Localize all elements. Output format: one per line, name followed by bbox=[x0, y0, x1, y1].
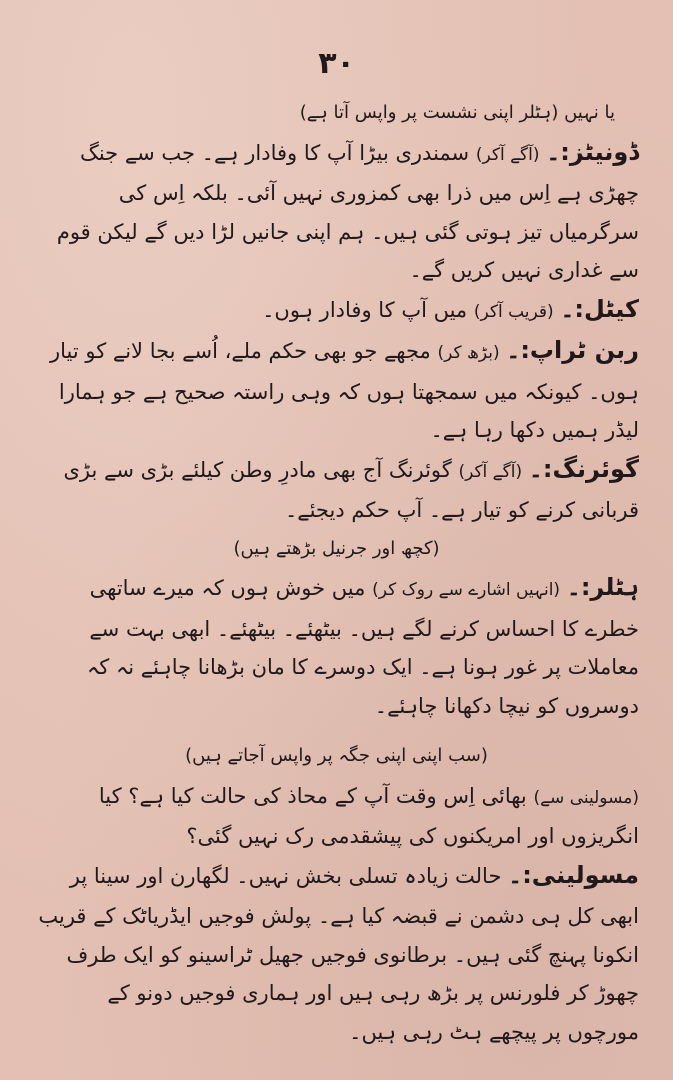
speaker-name: کیٹل:۔ bbox=[560, 294, 639, 323]
inline-direction: (بڑھ کر) bbox=[437, 343, 500, 363]
dialogue-block bbox=[34, 856, 639, 1052]
inline-direction: (قریب آکر) bbox=[473, 301, 554, 322]
stage-direction bbox=[34, 94, 639, 133]
speaker-name: گوئرنگ:۔ bbox=[528, 454, 639, 483]
page-text bbox=[34, 94, 639, 1051]
stage-direction bbox=[34, 530, 639, 569]
dialogue-block bbox=[34, 776, 639, 856]
dialogue-block bbox=[34, 331, 639, 450]
page-number: ۳۰ bbox=[318, 46, 355, 81]
dialogue-text: بھائی اِس وقت آپ کے محاذ کی حالت کیا ہے؟ کیا انگریزوں اور امریکنوں کی پیشقدمی رک نہیں گئی؟ bbox=[98, 783, 639, 848]
speaker-name: ہٹلر:۔ bbox=[566, 573, 639, 601]
stage-direction-text: یا نہیں (ہٹلر اپنی نشست پر واپس آتا ہے) bbox=[299, 102, 615, 123]
dialogue-block bbox=[34, 133, 639, 290]
dialogue-text: سمندری بیڑا آپ کا وفادار ہے۔ جب سے جنگ چھڑی ہے اِس میں ذرا بھی کمزوری نہیں آئی۔ بلکہ اِس کی سرگرمیاں تیز ہوتی گئی ہیں۔ ہم اپنی جانیں لڑا دیں گے لیکن قوم سے غداری نہیں کریں گے۔ bbox=[56, 140, 639, 282]
stage-direction-text: (کچھ اور جرنیل بڑھتے ہیں) bbox=[233, 537, 440, 559]
dialogue-block bbox=[34, 568, 639, 725]
paragraph-gap bbox=[34, 725, 639, 737]
stage-direction bbox=[34, 737, 639, 776]
inline-direction: (آگے آکر) bbox=[458, 461, 523, 482]
dialogue-text: میں آپ کا وفادار ہوں۔ bbox=[262, 297, 468, 322]
dialogue-text: مجھے جو بھی حکم ملے، اُسے بجا لانے کو تیار ہوں۔ کیونکہ میں سمجھتا ہوں کہ وہی راستہ صحیح ہے جو ہمارا لیڈر ہمیں دکھا رہا ہے۔ bbox=[49, 339, 639, 442]
dialogue-block bbox=[34, 290, 639, 332]
dialogue-block bbox=[34, 450, 639, 530]
inline-direction: (انہیں اشارے سے روک کر) bbox=[372, 580, 561, 600]
speaker-name: ربن ٹراپ:۔ bbox=[506, 336, 639, 364]
speaker-name: مسولینی:۔ bbox=[508, 860, 639, 889]
inline-direction: (آگے آکر) bbox=[475, 144, 540, 165]
speaker-name: ڈونیٹز:۔ bbox=[546, 137, 639, 166]
dialogue-text: گوئرنگ آج بھی مادرِ وطن کیلئے بڑی سے بڑی قربانی کرنے کو تیار ہے۔ آپ حکم دیجئے۔ bbox=[63, 457, 639, 522]
dialogue-text: میں خوش ہوں کہ میرے ساتھی خطرے کا احساس کرنے لگے ہیں۔ بیٹھئے۔ بیٹھئے۔ ابھی بہت سے معاملات پر غور ہونا ہے۔ ایک دوسرے کا مان بڑھانا چاہئے نہ کہ دوسروں کو نیچا دکھانا چاہئے۔ bbox=[87, 576, 639, 718]
dialogue-text: حالت زیادہ تسلی بخش نہیں۔ لگھارن اور سینا پر ابھی کل ہی دشمن نے قبضہ کیا ہے۔ پولش فوجیں ایڈریاٹک کے قریب انکونا پہنچ گئی ہیں۔ برطانوی فوجیں جھیل ٹراسینو کو ایک طرف چھوڑ کر فلورنس پر بڑھ رہی ہیں اور ہماری فوجیں دونو کے مورچوں پر پیچھے ہٹ رہی ہیں۔ bbox=[38, 863, 639, 1044]
inline-direction: (مسولینی سے) bbox=[533, 787, 639, 808]
stage-direction-text: (سب اپنی اپنی جگہ پر واپس آجاتے ہیں) bbox=[185, 745, 488, 766]
